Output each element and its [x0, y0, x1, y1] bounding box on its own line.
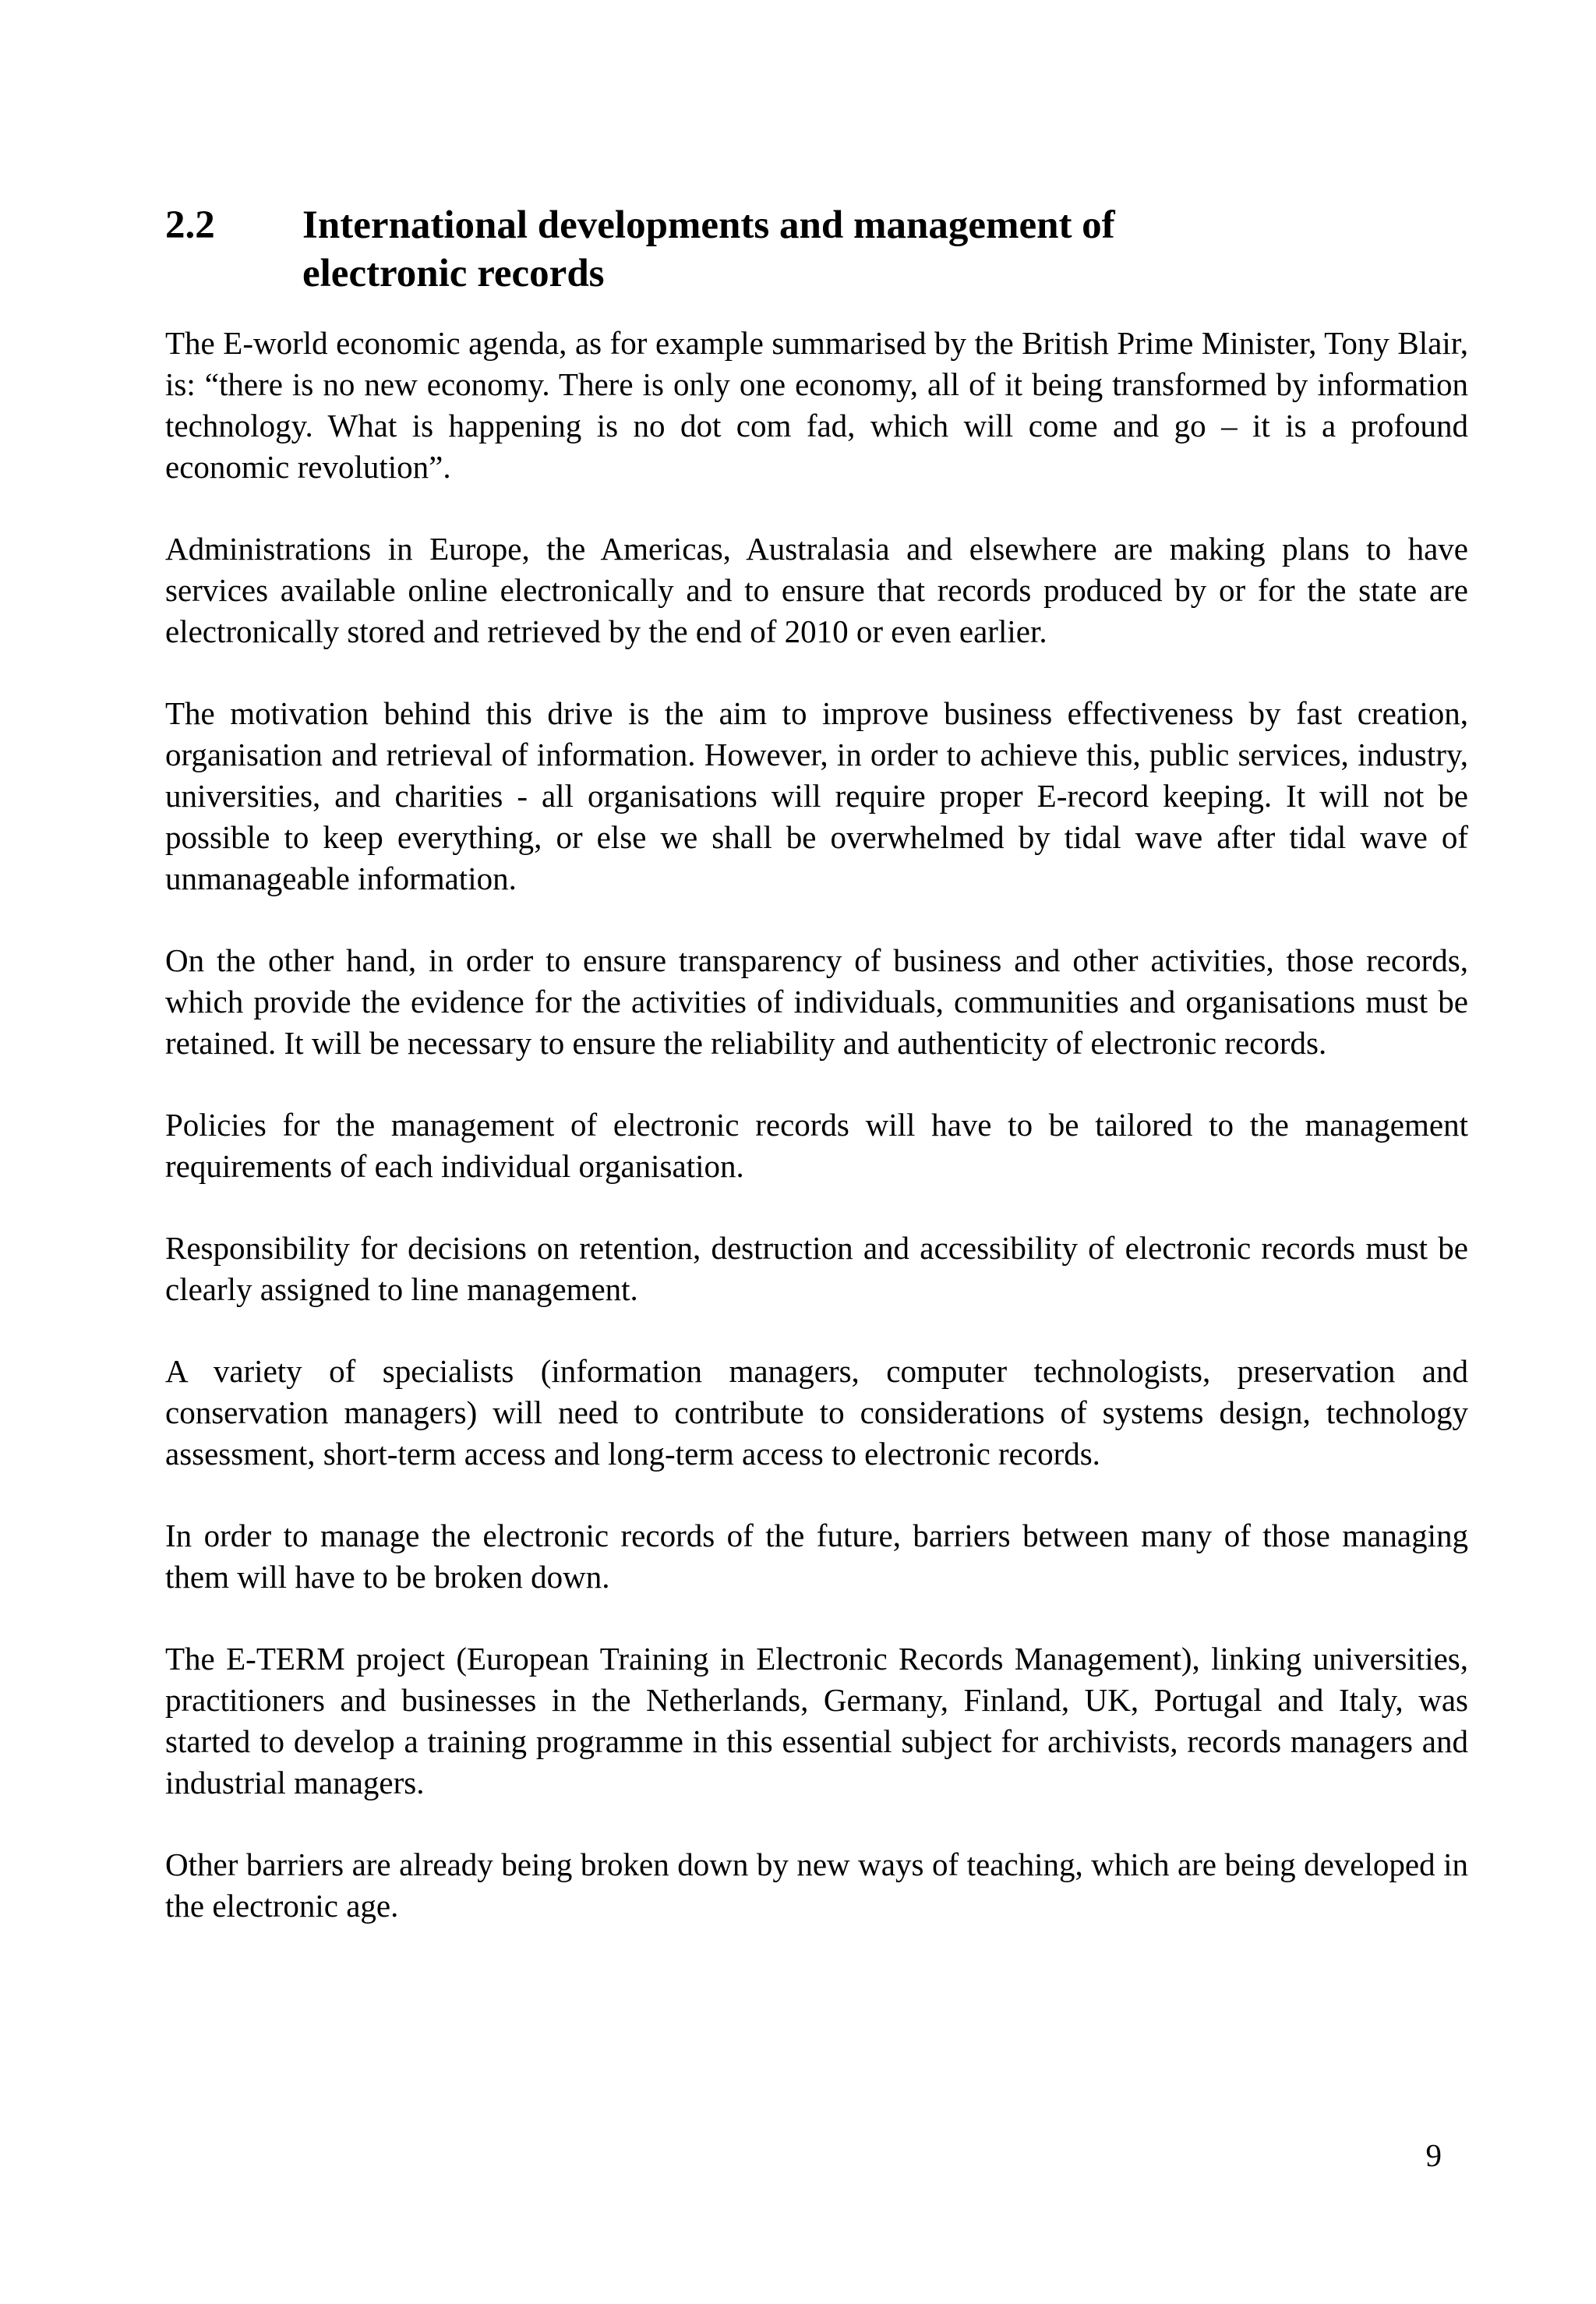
page-number: 9: [1425, 2137, 1442, 2173]
section-heading: [165, 201, 1474, 298]
section-number: 2.2: [165, 203, 215, 247]
paragraph: On the other hand, in order to ensure transparency of business and other activities, those records, which provide the evidence for the activities of individuals, communities and organisations must be retained. It will be necessary to ensure the reliability and authenticity of electronic records.: [165, 942, 1468, 1061]
paragraph: Administrations in Europe, the Americas, Australasia and elsewhere are making plans to have services available online electronically and to ensure that records produced by or for the state are electronically stored and retrieved by the end of 2010 or even earlier.: [165, 531, 1468, 649]
paragraph: The E-TERM project (European Training in Electronic Records Management), linking universities, practitioners and businesses in the Netherlands, Germany, Finland, UK, Portugal and Italy, was started to develop a training programme in this essential subject for archivists, records managers and industrial managers.: [165, 1641, 1468, 1800]
paragraph: A variety of specialists (information managers, computer technologists, preservation and conservation managers) will need to contribute to considerations of systems design, technology assessment, short-term access and long-term access to electronic records.: [165, 1353, 1468, 1472]
body-text: [165, 323, 1468, 1967]
paragraph: Responsibility for decisions on retention, destruction and accessibility of electronic records must be clearly assigned to line management.: [165, 1230, 1468, 1307]
paragraph: Policies for the management of electronic records will have to be tailored to the management requirements of each individual organisation.: [165, 1107, 1468, 1184]
paragraph: In order to manage the electronic records of the future, barriers between many of those managing them will have to be broken down.: [165, 1518, 1468, 1595]
paragraph: The motivation behind this drive is the aim to improve business effectiveness by fast creation, organisation and retrieval of information. However, in order to achieve this, public services, industry, universities, and charities - all organisations will require proper E-record keeping. It will not be possible to keep everything, or else we shall be overwhelmed by tidal wave after tidal wave of unmanageable information.: [165, 695, 1468, 896]
paragraph: The E-world economic agenda, as for example summarised by the British Prime Minister, Tony Blair, is: “there is no new economy. There is only one economy, all of it being transformed by information technology. What is happening is no dot com fad, which will come and go – it is a profound economic revolution”.: [165, 325, 1468, 485]
paragraph: Other barriers are already being broken down by new ways of teaching, which are being developed in the electronic age.: [165, 1846, 1468, 1924]
section-title: International developments and management of electronic records: [302, 203, 1115, 295]
